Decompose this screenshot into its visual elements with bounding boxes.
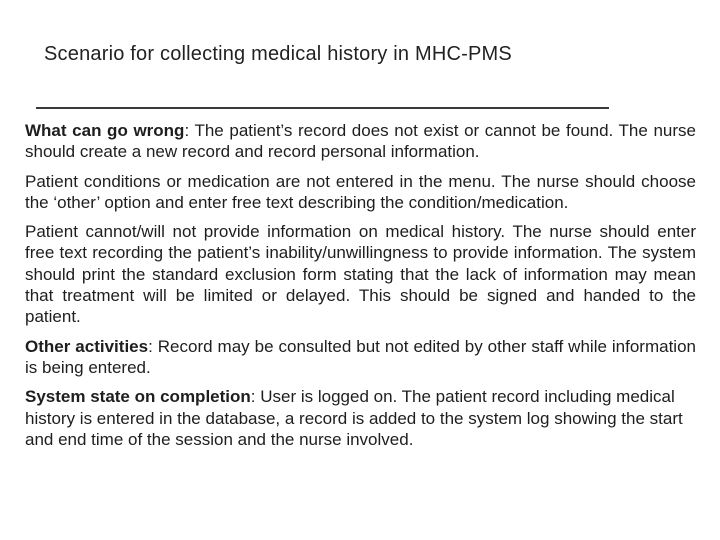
scenario-body [25, 120, 696, 458]
slide-title: Scenario for collecting medical history in MHC-PMS [44, 43, 512, 65]
paragraph-text: Patient conditions or medication are not entered in the menu. The nurse should choose the ‘other’ option and enter free text describing the condition/medication. [25, 171, 696, 212]
paragraph-conditions-not-in-menu [25, 171, 696, 214]
paragraph-text: Patient cannot/will not provide information on medical history. The nurse should enter free text recording the patient’s inability/unwillingness to provide information. The system should print the standard exclusion form stating that the lack of information may mean that treatment will be limited or delayed. This should be signed and handed to the patient. [25, 222, 696, 327]
paragraph-system-state [25, 386, 696, 450]
title-divider [36, 107, 609, 109]
paragraph-what-can-go-wrong [25, 120, 696, 163]
paragraph-heading: What can go wrong [25, 121, 185, 140]
paragraph-text: : User is logged on. The patient record including medical history is entered in the database, a record is added to the system log showing the start and end time of the session and the nurse involved. [25, 387, 683, 449]
paragraph-text: : Record may be consulted but not edited by other staff while information is being entered. [25, 336, 696, 377]
paragraph-other-activities [25, 336, 696, 379]
paragraph-no-history-provided [25, 221, 696, 327]
paragraph-text: : The patient’s record does not exist or cannot be found. The nurse should create a new record and record personal information. [25, 121, 696, 162]
paragraph-heading: Other activities [25, 336, 149, 356]
paragraph-heading: System state on completion [25, 387, 251, 407]
